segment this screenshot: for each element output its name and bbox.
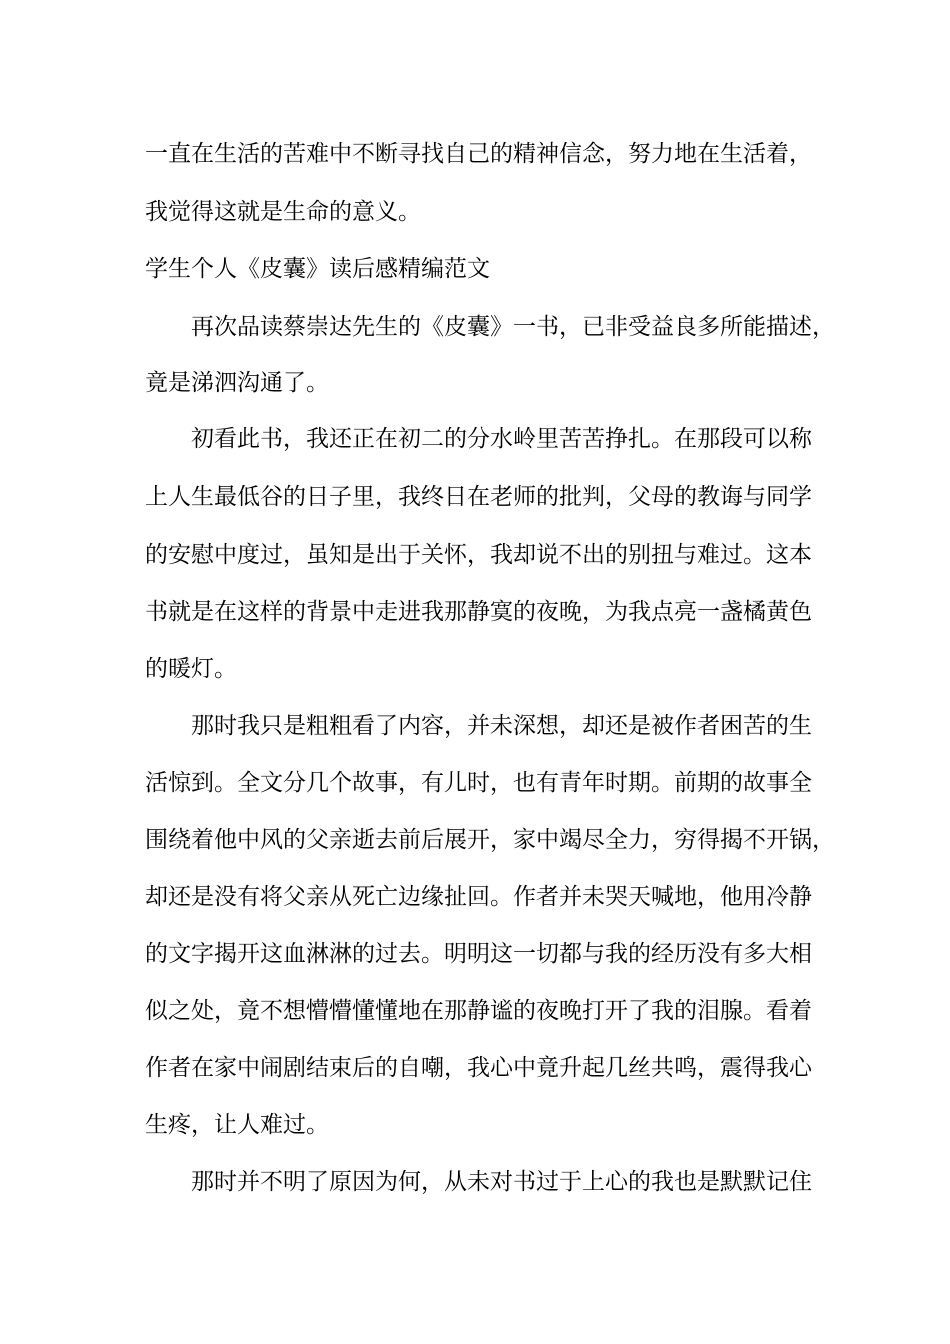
text-line: 那时并不明了原因为何，从未对书过于上心的我也是默默记住 xyxy=(145,1169,812,1195)
section-heading: 学生个人《皮囊》读后感精编范文 xyxy=(145,256,490,282)
text-line: 那时我只是粗粗看了内容，并未深想，却还是被作者困苦的生 xyxy=(145,713,812,739)
text-line: 书就是在这样的背景中走进我那静寞的夜晚，为我点亮一盏橘黄色 xyxy=(145,599,812,625)
text-line: 围绕着他中风的父亲逝去前后展开，家中竭尽全力，穷得揭不开锅， xyxy=(145,827,835,853)
text-line: 再次品读蔡崇达先生的《皮囊》一书，已非受益良多所能描述， xyxy=(145,314,835,340)
text-line: 似之处，竟不想懵懵懂懂地在那静谧的夜晚打开了我的泪腺。看着 xyxy=(145,998,812,1024)
text-line: 生疼，让人难过。 xyxy=(145,1112,329,1138)
text-line: 作者在家中闹剧结束后的自嘲，我心中竟升起几丝共鸣，震得我心 xyxy=(145,1055,812,1081)
text-line: 上人生最低谷的日子里，我终日在老师的批判，父母的教诲与同学 xyxy=(145,484,812,510)
text-line: 活惊到。全文分几个故事，有儿时，也有青年时期。前期的故事全 xyxy=(145,770,812,796)
text-line: 的暖灯。 xyxy=(145,656,237,682)
text-line: 却还是没有将父亲从死亡边缘扯回。作者并未哭天喊地，他用冷静 xyxy=(145,884,812,910)
text-line: 我觉得这就是生命的意义。 xyxy=(145,199,421,225)
text-line: 竟是涕泗沟通了。 xyxy=(145,370,329,396)
text-line: 初看此书，我还正在初二的分水岭里苦苦挣扎。在那段可以称 xyxy=(145,426,812,452)
text-line: 的安慰中度过，虽知是出于关怀，我却说不出的别扭与难过。这本 xyxy=(145,542,812,568)
text-line: 一直在生活的苦难中不断寻找自己的精神信念，努力地在生活着， xyxy=(145,141,812,167)
text-line: 的文字揭开这血淋淋的过去。明明这一切都与我的经历没有多大相 xyxy=(145,941,812,967)
